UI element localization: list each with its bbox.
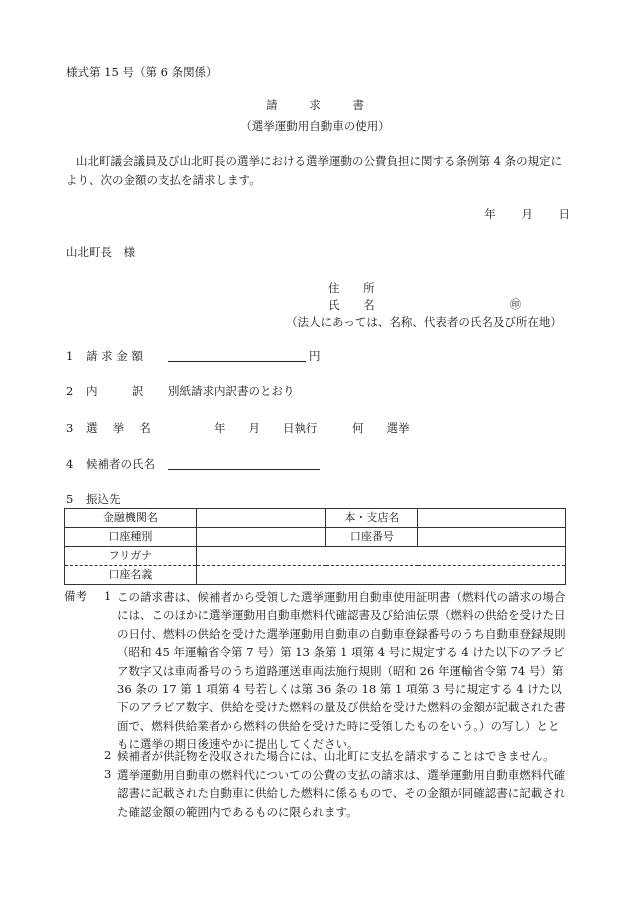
furigana-cell[interactable] xyxy=(196,547,565,566)
table-row xyxy=(65,528,566,547)
item-1-label: 請 求 金 額 xyxy=(86,349,143,363)
note-3-number: 3 xyxy=(104,767,112,781)
furigana-label: フリガナ xyxy=(65,547,197,566)
candidate-name-field[interactable] xyxy=(168,469,320,470)
address-label: 住 所 xyxy=(328,281,385,295)
document-subtitle: （選挙運動用自動車の使用） xyxy=(240,119,390,133)
bank-name-label: 金融機関名 xyxy=(65,509,197,528)
note-2-number: 2 xyxy=(104,748,112,762)
item-2-label: 内 訳 xyxy=(86,384,144,398)
date-line xyxy=(462,206,570,224)
document-title: 請 求 書 xyxy=(266,98,378,112)
election-value: 年 月 日執行 何 選挙 xyxy=(214,421,410,435)
form-number: 様式第 15 号（第 6 条関係） xyxy=(66,65,218,79)
notes-heading: 備考 xyxy=(64,589,87,603)
item-5-number: 5 xyxy=(66,492,74,506)
note-2-text: 候補者が供託物を没収された場合には、山北町に支払を請求することはできません。 xyxy=(117,749,555,763)
item-1-number: 1 xyxy=(66,349,74,363)
account-holder-cell[interactable] xyxy=(196,566,565,585)
account-type-cell[interactable] xyxy=(196,528,326,547)
item-5-label: 振込先 xyxy=(86,492,121,506)
breakdown-value: 別紙請求内訳書のとおり xyxy=(168,384,295,398)
addressee: 山北町長 様 xyxy=(66,245,135,259)
table-row xyxy=(65,566,566,585)
item-4-label: 候補者の氏名 xyxy=(86,457,155,471)
bank-name-cell[interactable] xyxy=(196,509,326,528)
note-1-text: この請求書は、候補者から受領した選挙運動用自動車使用証明書（燃料代の請求の場合には、このほかに選挙運動用自動車燃料代確認書及び給油伝票（燃料の供給を受けた日の日付、燃料の供給を受けた選挙運動用自動車の自動車登録番号のうち自動車登録規則（昭和 45 年運輸省令第 7 号）第 13 条第 1 項第 4 号に規定する 4 けた以下のアラビア数字又は車両番号のうち道路運送車両法施行規則（昭和 26 年運輸省令第 74 号）第 36 条の 17 第 1 項第 4 号若しくは第 36 条の 18 第 1 項第 3 号に規定する 4 けた以下のアラビア数字、供給を受けた燃料の量及び供給を受けた燃料の金額が記載された書面で、燃料供給業者から燃料の供給を受けた時に受領したものをいう。）の写し）とともに選挙の期日後速やかに提出してください。 xyxy=(117,590,566,752)
amount-field[interactable] xyxy=(168,361,306,362)
branch-cell[interactable] xyxy=(418,509,566,528)
account-type-label: 口座種別 xyxy=(65,528,197,547)
name-label: 氏 名 xyxy=(328,298,385,312)
yen-unit: 円 xyxy=(309,349,321,363)
intro-paragraph: 山北町議会議員及び山北町長の選挙における選挙運動の公費負担に関する条例第 4 条の規定により、次の金額の支払を請求します。 xyxy=(66,154,563,187)
branch-label: 本・支店名 xyxy=(326,509,418,528)
bank-transfer-table xyxy=(64,508,566,585)
account-number-label: 口座番号 xyxy=(326,528,418,547)
date-day: 日 xyxy=(558,207,570,221)
table-row xyxy=(65,547,566,566)
item-3-number: 3 xyxy=(66,421,74,435)
note-3-text: 選挙運動用自動車の燃料代についての公費の支払の請求は、選挙運動用自動車燃料代確認書に記載された自動車に供給した燃料に係るもので、その金額が同確認書に記載された確認金額の範囲内であるものに限られます。 xyxy=(117,768,566,819)
table-row xyxy=(65,509,566,528)
corporation-note: （法人にあっては、名称、代表者の氏名及び所在地） xyxy=(286,315,562,329)
item-2-number: 2 xyxy=(66,384,74,398)
account-holder-label: 口座名義 xyxy=(65,566,197,585)
item-4-number: 4 xyxy=(66,457,74,471)
date-year: 年 xyxy=(484,207,496,221)
note-1-number: 1 xyxy=(104,589,112,603)
seal-mark: ㊞ xyxy=(510,298,521,311)
date-month: 月 xyxy=(521,207,533,221)
item-3-label: 選 挙 名 xyxy=(86,421,151,435)
account-number-cell[interactable] xyxy=(418,528,566,547)
